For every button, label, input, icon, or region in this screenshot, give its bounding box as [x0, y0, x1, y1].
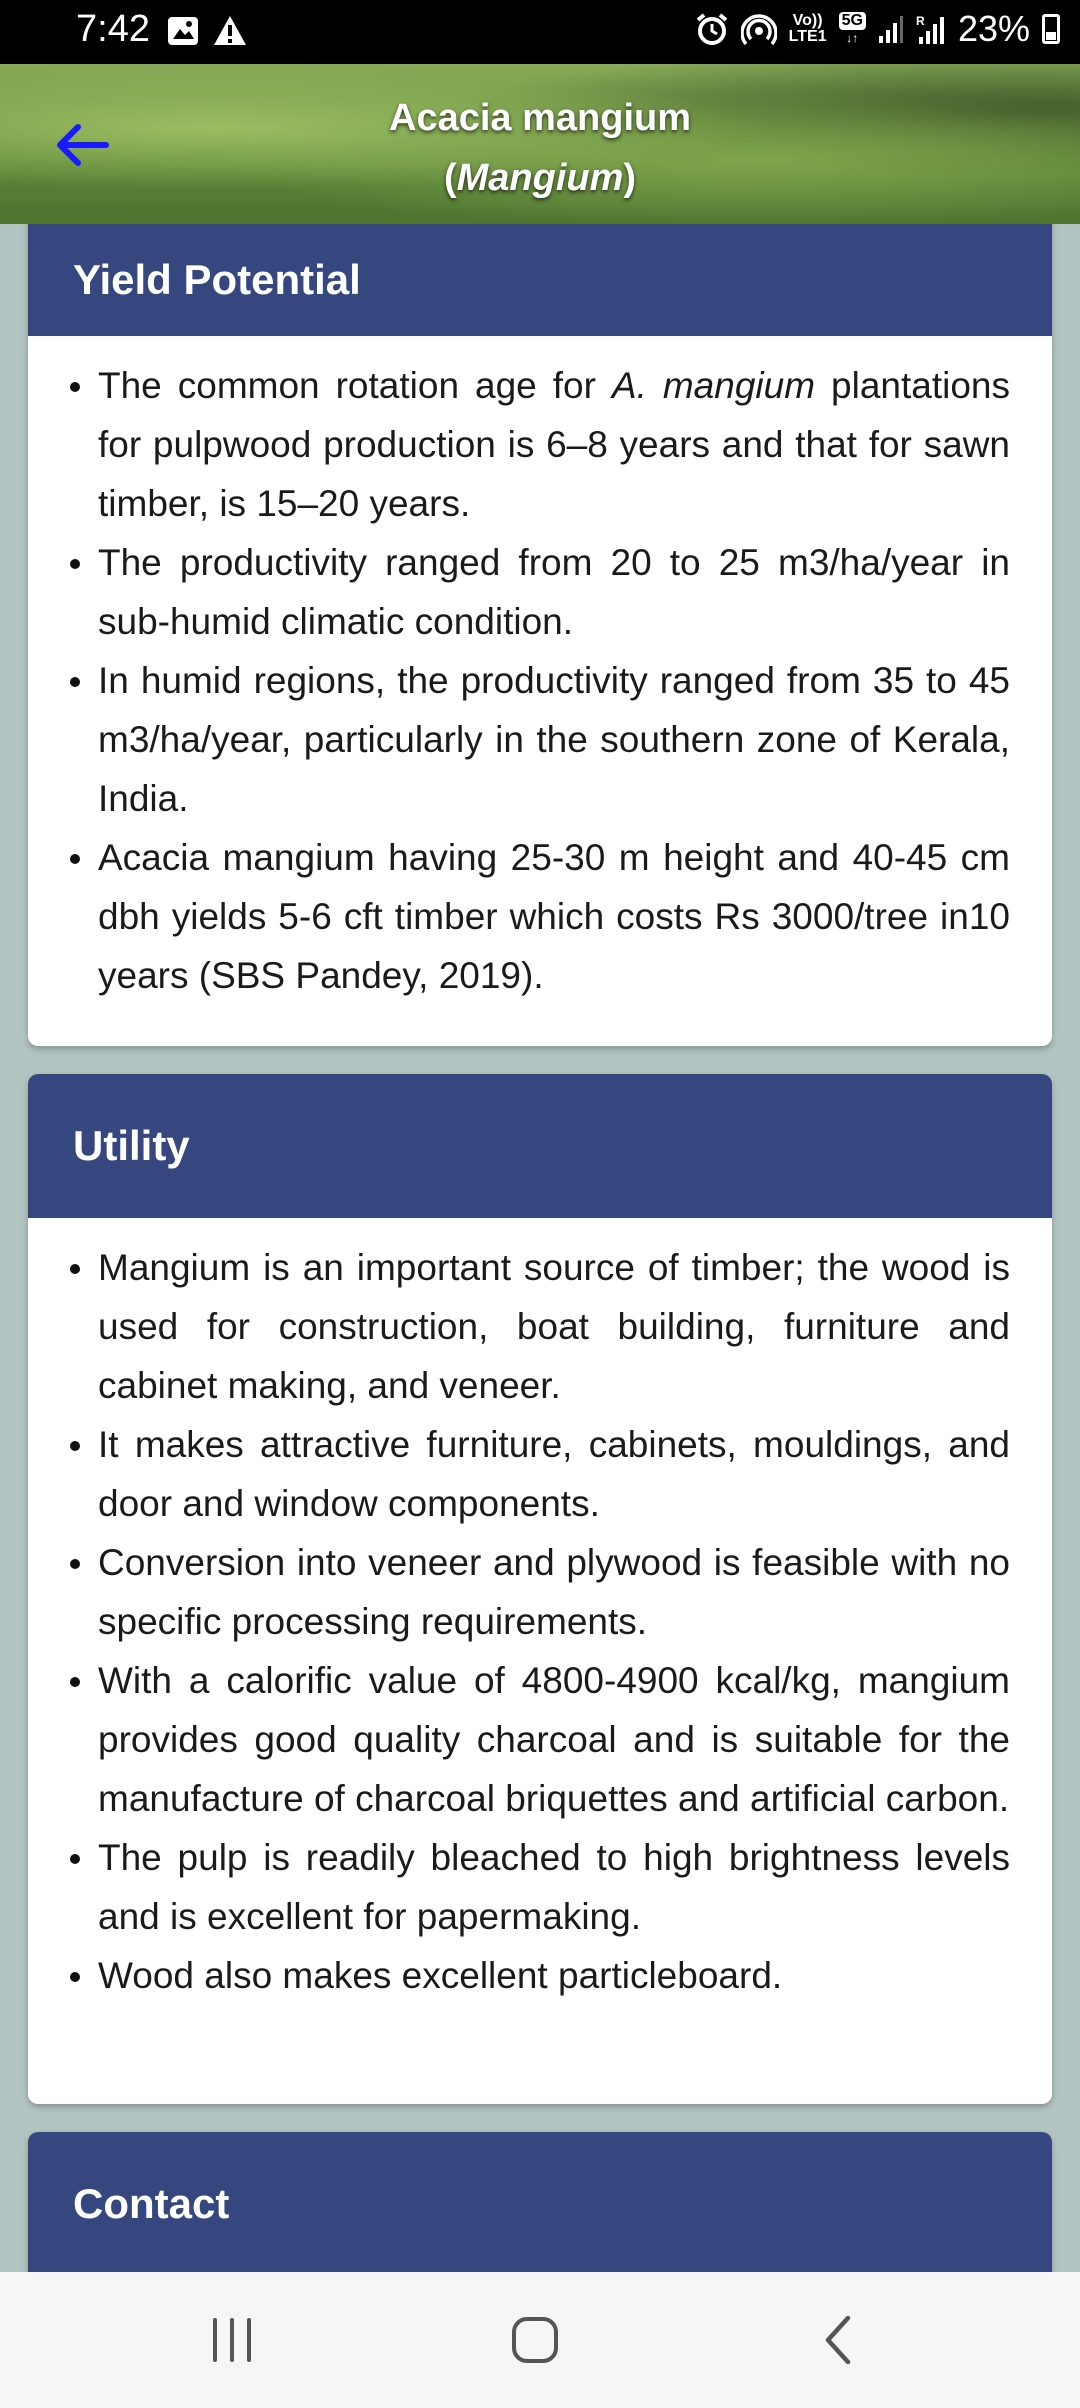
- list-item: Wood also makes excellent particleboard.: [70, 1946, 1010, 2005]
- battery-icon: [1042, 14, 1060, 44]
- list-item: Conversion into veneer and plywood is feasible with no specific processing requirements.: [70, 1533, 1010, 1651]
- list-item: The productivity ranged from 20 to 25 m3/ha/year in sub-humid climatic condition.: [70, 533, 1010, 651]
- list-item: The pulp is readily bleached to high brightness levels and is excellent for papermaking.: [70, 1828, 1010, 1946]
- alarm-icon: [695, 12, 729, 46]
- app-header: [0, 64, 1080, 224]
- home-button[interactable]: [495, 2310, 575, 2370]
- home-icon: [509, 2314, 561, 2366]
- arrow-left-icon: [52, 122, 110, 168]
- battery-percent: 23%: [957, 8, 1030, 49]
- back-button[interactable]: [46, 110, 116, 180]
- system-nav-bar: [0, 2272, 1080, 2408]
- yield-potential-heading: Yield Potential: [28, 130, 1052, 336]
- image-icon: [166, 14, 200, 48]
- signal-icon: [878, 14, 904, 44]
- utility-card: [28, 1074, 1052, 2104]
- utility-list: [70, 1238, 1010, 2005]
- title-common-name: Acacia mangium: [389, 97, 691, 139]
- signal-r-icon: [916, 13, 946, 45]
- 5g-indicator: 5G ↓↑: [839, 12, 866, 46]
- list-item: In humid regions, the productivity ranged from 35 to 45 m3/ha/year, particularly in the southern zone of Kerala, India.: [70, 651, 1010, 828]
- list-item: It makes attractive furniture, cabinets, mouldings, and door and window components.: [70, 1415, 1010, 1533]
- yield-potential-card: [28, 130, 1052, 1046]
- recents-button[interactable]: [192, 2310, 272, 2370]
- status-bar: [0, 0, 1080, 64]
- status-time: 7:42: [76, 8, 150, 50]
- list-item: Mangium is an important source of timber; the wood is used for construction, boat building, furniture and cabinet making, and veneer.: [70, 1238, 1010, 1415]
- contact-heading: Contact: [28, 2132, 1052, 2276]
- recents-icon: [207, 2316, 257, 2364]
- svg-text:R: R: [915, 14, 925, 28]
- system-icons: [695, 8, 1060, 50]
- warning-icon: [212, 14, 248, 48]
- title-local-name: (Mangium): [443, 157, 637, 199]
- hotspot-icon: [741, 11, 777, 47]
- list-item: The common rotation age for A. mangium plantations for pulpwood production is 6–8 years and that for sawn timber, is 15–20 years.: [70, 356, 1010, 533]
- nav-back-button[interactable]: [798, 2310, 878, 2370]
- notification-icons: [166, 14, 248, 48]
- volte-indicator: Vo)) LTE1: [788, 12, 827, 45]
- utility-heading: Utility: [28, 1074, 1052, 1218]
- list-item: With a calorific value of 4800-4900 kcal/kg, mangium provides good quality charcoal and is suitable for the manufacture of charcoal briquettes and artificial carbon.: [70, 1651, 1010, 1828]
- list-item: Acacia mangium having 25-30 m height and 40-45 cm dbh yields 5-6 cft timber which costs Rs 3000/tree in10 years (SBS Pandey, 2019).: [70, 828, 1010, 1005]
- page-title: [200, 88, 880, 208]
- back-chevron-icon: [818, 2314, 858, 2366]
- yield-potential-list: [70, 356, 1010, 1005]
